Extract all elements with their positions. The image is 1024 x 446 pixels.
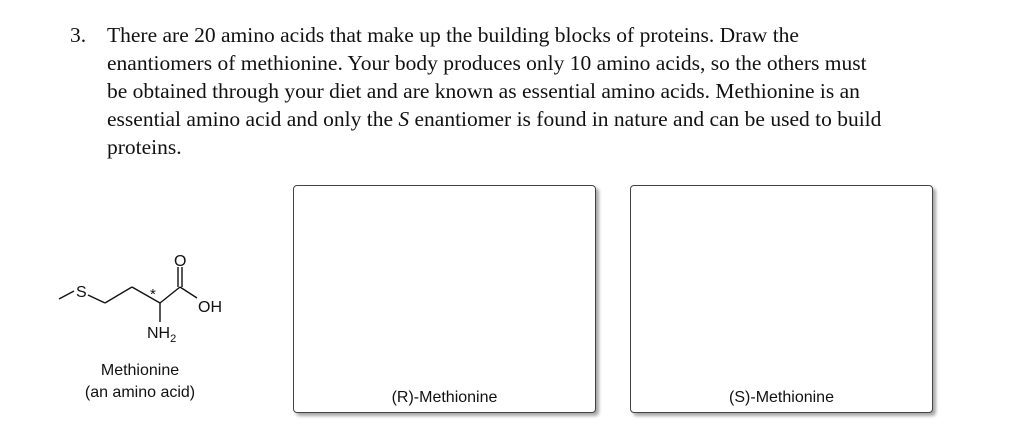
enantiomer-s-italic: S: [398, 107, 410, 131]
methionine-structure: [40, 240, 280, 360]
atom-amine: $NH_2$: [147, 325, 177, 345]
atom-oxygen: O: [174, 253, 187, 270]
atom-sulfur: S: [76, 284, 87, 301]
bond-carboxyl-oh: [180, 287, 197, 298]
stereocenter-mark: *: [150, 286, 156, 303]
methionine-skeletal-formula: [40, 240, 280, 360]
bond-s-ch2: [88, 295, 105, 303]
question-line-2: enantiomers of methionine. Your body produces only 10 amino acids, so the others must: [107, 51, 867, 75]
question-text: [107, 21, 1007, 161]
bond-ch3-s: [59, 291, 74, 299]
atom-hydroxyl: OH: [198, 299, 222, 316]
caption-name: Methionine: [100, 362, 180, 379]
question-line-1: There are 20 amino acids that make up the building blocks of proteins. Draw the: [107, 23, 799, 47]
question-line-4: [107, 105, 1007, 133]
question-line-5: proteins.: [107, 135, 182, 159]
caption-description: (an amino acid): [84, 384, 196, 401]
s-methionine-drawing-box[interactable]: [630, 185, 933, 413]
s-methionine-label: (S)-Methionine: [729, 389, 834, 406]
question-line-4-start: essential amino acid and only the: [107, 107, 399, 131]
r-methionine-label: (R)-Methionine: [391, 389, 498, 406]
question-line-3: be obtained through your diet and are known as essential amino acids. Methionine is an: [107, 79, 860, 103]
bond-ch2-ch2: [105, 287, 132, 303]
question-line-4-end: enantiomer is found in nature and can be used to build: [409, 107, 882, 131]
r-methionine-drawing-box[interactable]: [293, 185, 596, 413]
structure-caption: [60, 360, 220, 404]
question-number: 3.: [70, 23, 87, 47]
bond-alpha-carbonyl: [160, 287, 180, 303]
